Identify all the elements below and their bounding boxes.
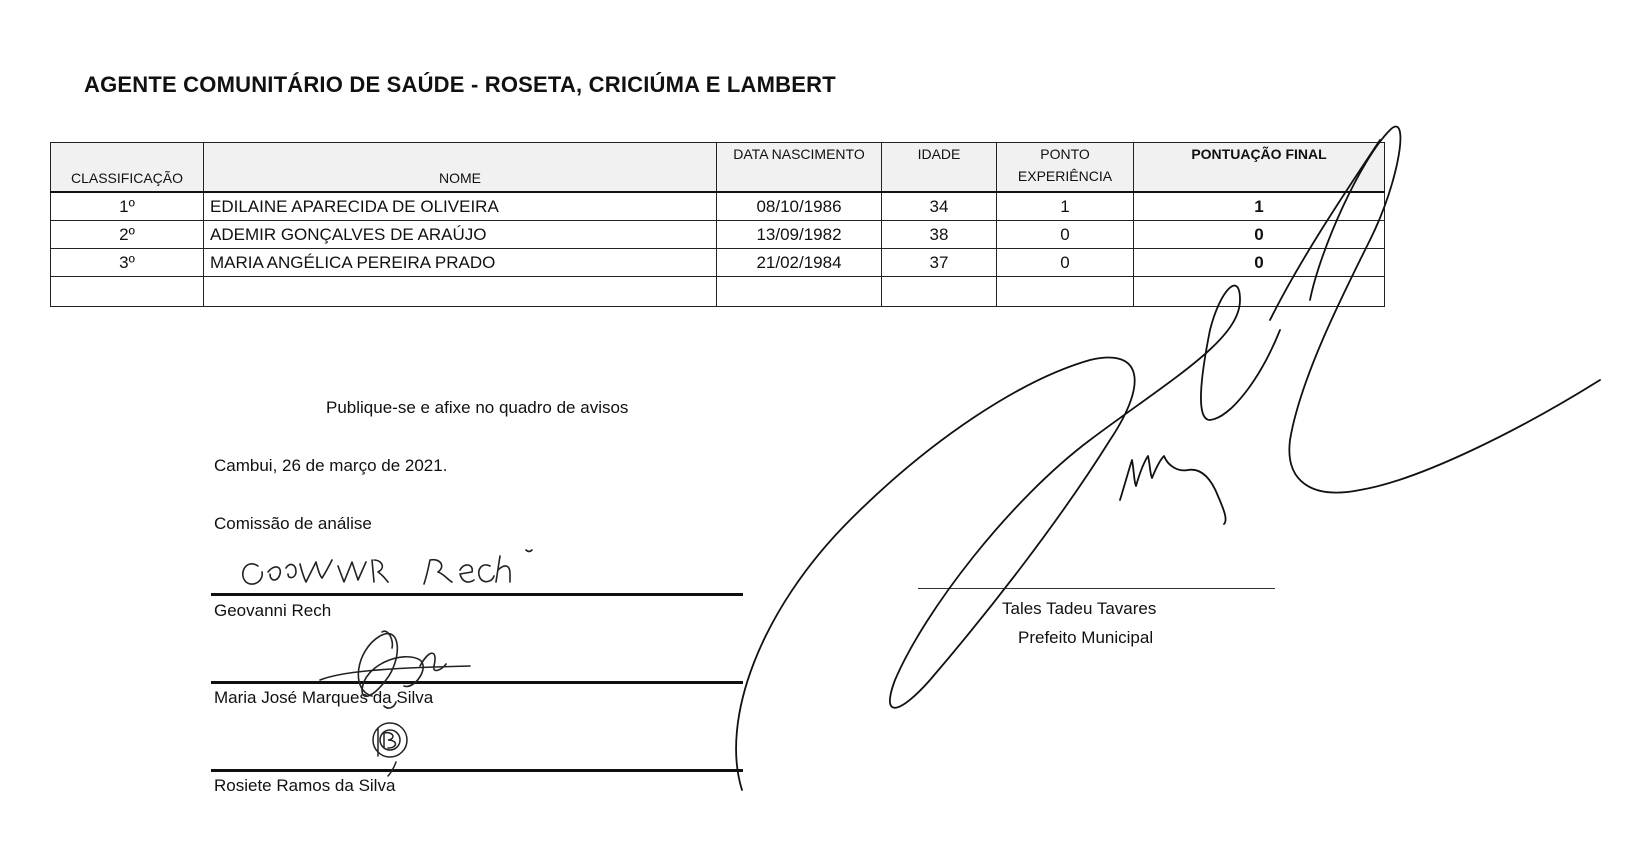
header-data-nascimento: DATA NASCIMENTO [717, 143, 882, 193]
classification-table [50, 142, 1385, 307]
cell-data-nascimento: 13/09/1982 [717, 221, 882, 249]
header-ponto-experiencia [997, 143, 1134, 193]
cell-empty [882, 277, 997, 307]
cell-idade: 37 [882, 249, 997, 277]
cell-nome: MARIA ANGÉLICA PEREIRA PRADO [204, 249, 717, 277]
cell-empty [997, 277, 1134, 307]
cell-classificacao: 3º [51, 249, 204, 277]
member-name-1: Geovanni Rech [214, 601, 332, 620]
cell-empty [51, 277, 204, 307]
cell-empty [1134, 277, 1385, 307]
table-row [51, 221, 1385, 249]
cell-nome: ADEMIR GONÇALVES DE ARAÚJO [204, 221, 717, 249]
cell-ponto-experiencia: 1 [997, 192, 1134, 221]
header-ponto-line2: EXPERIÊNCIA [1017, 168, 1113, 184]
member-name-3: Rosiete Ramos da Silva [214, 776, 396, 795]
cell-classificacao: 1º [51, 192, 204, 221]
mayor-name: Tales Tadeu Tavares [1002, 599, 1157, 618]
cell-classificacao: 2º [51, 221, 204, 249]
document-title: AGENTE COMUNITÁRIO DE SAÚDE - ROSETA, CRICIÚMA E LAMBERT [84, 72, 836, 97]
cell-idade: 34 [882, 192, 997, 221]
cell-nome: EDILAINE APARECIDA DE OLIVEIRA [204, 192, 717, 221]
header-classificacao: CLASSIFICAÇÃO [51, 143, 204, 193]
cell-data-nascimento: 08/10/1986 [717, 192, 882, 221]
signature-line-2 [211, 681, 743, 684]
cell-data-nascimento: 21/02/1984 [717, 249, 882, 277]
cell-pontuacao-final: 1 [1134, 192, 1385, 221]
table-row-empty [51, 277, 1385, 307]
header-pontuacao-final: PONTUAÇÃO FINAL [1134, 143, 1385, 193]
publish-note: Publique-se e afixe no quadro de avisos [326, 398, 629, 417]
mayor-signature-line [918, 588, 1275, 589]
handwritten-name-signature [243, 550, 532, 584]
header-nome: NOME [204, 143, 717, 193]
signature-line-3 [211, 769, 743, 772]
place-date: Cambui, 26 de março de 2021. [214, 456, 448, 475]
cell-empty [717, 277, 882, 307]
committee-label: Comissão de análise [214, 514, 372, 533]
cell-pontuacao-final: 0 [1134, 221, 1385, 249]
member-name-2: Maria José Marques da Silva [214, 688, 434, 707]
cell-ponto-experiencia: 0 [997, 221, 1134, 249]
table-row [51, 249, 1385, 277]
mayor-role: Prefeito Municipal [1018, 628, 1154, 647]
cell-idade: 38 [882, 221, 997, 249]
table-row [51, 192, 1385, 221]
cell-ponto-experiencia: 0 [997, 249, 1134, 277]
table-header-row [51, 143, 1385, 193]
header-ponto-line1: PONTO [1040, 146, 1090, 162]
cell-pontuacao-final: 0 [1134, 249, 1385, 277]
cell-empty [204, 277, 717, 307]
header-idade: IDADE [882, 143, 997, 193]
signature-line-1 [211, 593, 743, 596]
